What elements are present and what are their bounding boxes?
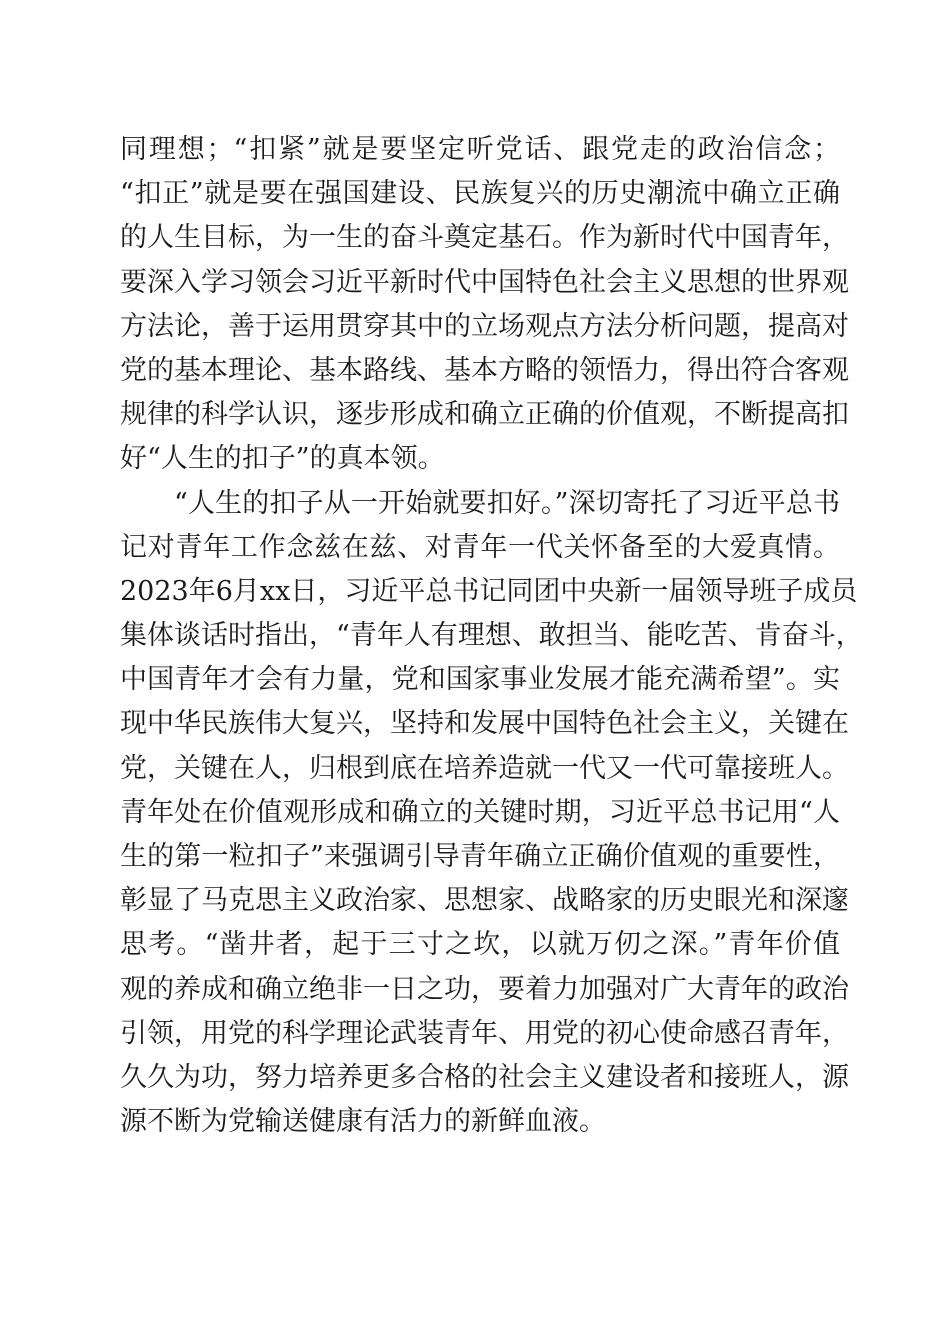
paragraph-line: 的人生目标，为一生的奋斗奠定基石。作为新时代中国青年，: [120, 222, 849, 254]
paragraph-line: 2023年6月xx日，习近平总书记同团中央新一届领导班子成员: [120, 575, 858, 607]
paragraph-line: 集体谈话时指出，“青年人有理想、敢担当、能吃苦、肯奋斗，: [120, 620, 863, 652]
paragraph-line: 要深入学习领会习近平新时代中国特色社会主义思想的世界观: [120, 266, 849, 298]
paragraph-line: 青年处在价值观形成和确立的关键时期，习近平总书记用“人: [120, 796, 840, 828]
document-body: [120, 128, 863, 1144]
paragraph-line: 党的基本理论、基本路线、基本方略的领悟力，得出符合客观: [120, 354, 849, 386]
paragraph-line: 现中华民族伟大复兴，坚持和发展中国特色社会主义，关键在: [120, 708, 849, 740]
paragraph-line: “扣正”就是要在强国建设、民族复兴的历史潮流中确立正确: [120, 178, 840, 210]
paragraph-line: 中国青年才会有力量，党和国家事业发展才能充满希望”。实: [120, 664, 840, 696]
paragraph-line: 好“人生的扣子”的真本领。: [120, 443, 445, 475]
paragraph-line: 方法论，善于运用贯穿其中的立场观点方法分析问题，提高对: [120, 310, 849, 342]
paragraph-line: “人生的扣子从一开始就要扣好。”深切寄托了习近平总书: [174, 487, 840, 519]
paragraph-line: 党，关键在人，归根到底在培养造就一代又一代可靠接班人。: [120, 752, 849, 784]
paragraph-line: 思考。“凿井者，起于三寸之坎，以就万仞之深。”青年价值: [120, 929, 840, 961]
paragraph-line: 观的养成和确立绝非一日之功，要着力加强对广大青年的政治: [120, 973, 849, 1005]
paragraph-2: [120, 482, 863, 1145]
paragraph-line: 生的第一粒扣子”来强调引导青年确立正确价值观的重要性，: [120, 841, 840, 872]
paragraph-line: 久久为功，努力培养更多合格的社会主义建设者和接班人，源: [120, 1061, 849, 1093]
paragraph-line: 规律的科学认识，逐步形成和确立正确的价值观，不断提高扣: [120, 399, 849, 431]
paragraph-line: 同理想；“扣紧”就是要坚定听党话、跟党走的政治信念；: [120, 134, 840, 165]
paragraph-1: [120, 128, 849, 482]
paragraph-line: 记对青年工作念兹在兹、对青年一代关怀备至的大爱真情。: [120, 531, 840, 563]
paragraph-line: 源不断为党输送健康有活力的新鲜血液。: [120, 1106, 606, 1138]
paragraph-line: 引领，用党的科学理论武装青年、用党的初心使命感召青年，: [120, 1017, 849, 1049]
paragraph-line: 彰显了马克思主义政治家、思想家、战略家的历史眼光和深邃: [120, 885, 849, 917]
